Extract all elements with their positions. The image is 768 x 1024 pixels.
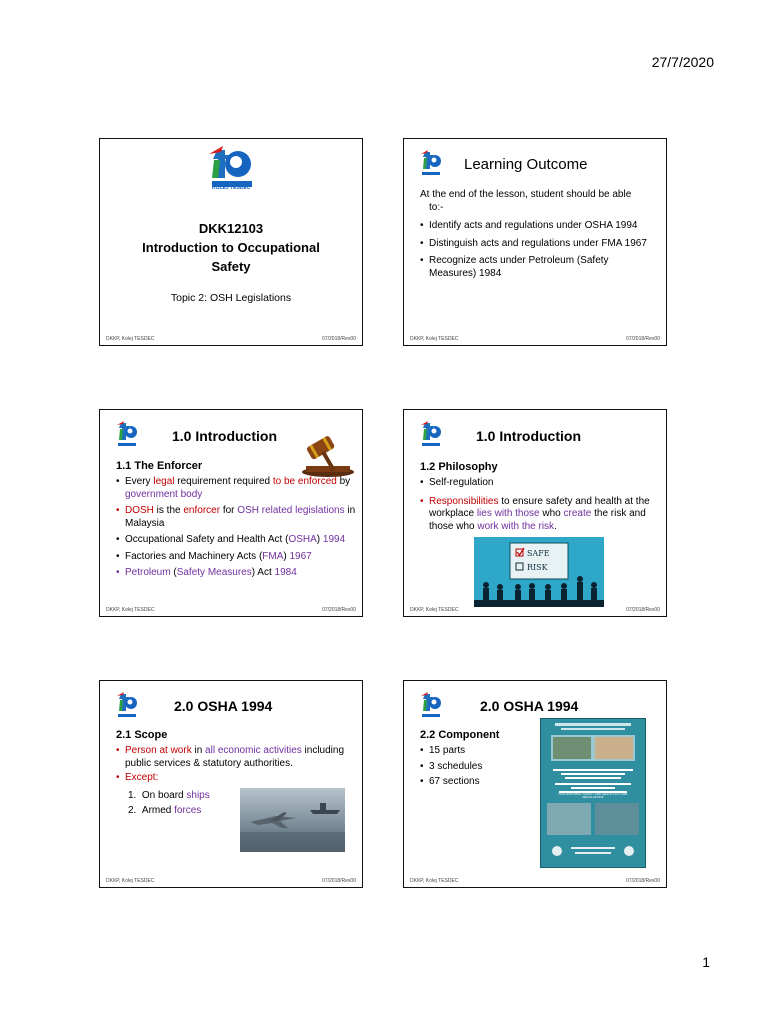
slide-title: Learning Outcome bbox=[464, 156, 588, 173]
footer-right: 07/2018/Rev00 bbox=[626, 607, 660, 613]
slide-footer bbox=[106, 607, 356, 613]
tesdec-logo bbox=[420, 691, 442, 719]
component-list bbox=[420, 745, 530, 793]
slide-title bbox=[99, 138, 363, 346]
footer-right: 07/2018/Rev00 bbox=[322, 878, 356, 884]
bullet-item: • 67 sections bbox=[420, 776, 530, 789]
section-subtitle: 1.1 The Enforcer bbox=[116, 460, 203, 472]
bullet-item: • Self-regulation bbox=[420, 477, 658, 490]
bullet-item: • Occupational Safety and Health Act (OSHA) 1994 bbox=[116, 534, 356, 547]
enforcer-list bbox=[116, 476, 356, 584]
slide-footer bbox=[106, 336, 356, 342]
course-code: DKK12103 bbox=[198, 221, 264, 236]
logo-text: KOLEJ TESDEC bbox=[212, 185, 251, 191]
slide-learning-outcome bbox=[403, 138, 667, 346]
gavel-image bbox=[298, 430, 358, 478]
slide-footer bbox=[410, 336, 660, 342]
footer-right: 07/2018/Rev00 bbox=[322, 607, 356, 613]
footer-right: 07/2018/Rev00 bbox=[626, 336, 660, 342]
outcome-item: • Recognize acts under Petroleum (Safety Measures) 1984 bbox=[420, 255, 654, 280]
footer-left: DKKP, Kolej TESDEC bbox=[106, 607, 155, 613]
slide-title: 1.0 Introduction bbox=[476, 428, 581, 444]
bullet-item: • 3 schedules bbox=[420, 761, 530, 774]
bullet-item: • Except: bbox=[116, 772, 352, 785]
section-subtitle: 2.1 Scope bbox=[116, 729, 168, 741]
tesdec-logo bbox=[116, 691, 138, 719]
bullet-item: • DOSH is the enforcer for OSH related legislations in Malaysia bbox=[116, 505, 356, 530]
slide-philosophy bbox=[403, 409, 667, 617]
slide-title: 2.0 OSHA 1994 bbox=[174, 698, 273, 714]
svg-text:SAFE: SAFE bbox=[527, 549, 550, 558]
outcome-list bbox=[420, 220, 654, 284]
slide-footer bbox=[410, 878, 660, 884]
outcome-item: • Distinguish acts and regulations under FMA 1967 bbox=[420, 238, 654, 251]
navy-ship-jet-photo bbox=[240, 788, 345, 852]
tesdec-logo bbox=[116, 420, 138, 448]
slide-title: 1.0 Introduction bbox=[172, 428, 277, 444]
book-title: OCCUPATIONAL SAFETY AND HEALTH ACT AND REGULATIONS bbox=[558, 792, 628, 799]
slide-osha-component bbox=[403, 680, 667, 888]
section-subtitle: 1.2 Philosophy bbox=[420, 461, 498, 473]
bullet-item: • Factories and Machinery Acts (FMA) 1967 bbox=[116, 551, 356, 564]
bullet-item: • Petroleum (Safety Measures) Act 1984 bbox=[116, 567, 356, 580]
footer-left: DKKP, Kolej TESDEC bbox=[410, 607, 459, 613]
course-title-line2: Safety bbox=[211, 259, 251, 274]
page-number: 1 bbox=[702, 954, 710, 970]
numbered-item: 2. Armed forces bbox=[128, 805, 202, 816]
slide-enforcer bbox=[99, 409, 363, 617]
section-subtitle: 2.2 Component bbox=[420, 729, 500, 741]
bullet-item: • Every legal requirement required to be enforced by government body bbox=[116, 476, 356, 501]
footer-left: DKKP, Kolej TESDEC bbox=[106, 878, 155, 884]
slide-osha-scope bbox=[99, 680, 363, 888]
numbered-item: 1. On board ships bbox=[128, 790, 210, 801]
bullet-item: • Responsibilities to ensure safety and health at the workplace lies with those who create the risk and those who work with the risk. bbox=[420, 496, 658, 534]
philosophy-list bbox=[420, 477, 658, 537]
outcome-item: • Identify acts and regulations under OSHA 1994 bbox=[420, 220, 654, 233]
course-title-line1: Introduction to Occupational bbox=[142, 240, 320, 255]
svg-text:RISK: RISK bbox=[527, 563, 548, 572]
slide-footer bbox=[106, 878, 356, 884]
scope-list bbox=[116, 745, 352, 789]
footer-right: 07/2018/Rev00 bbox=[626, 878, 660, 884]
footer-left: DKKP, Kolej TESDEC bbox=[410, 336, 459, 342]
bullet-item: • 15 parts bbox=[420, 745, 530, 758]
osha-book-cover bbox=[540, 718, 646, 868]
slide-footer bbox=[410, 607, 660, 613]
tesdec-logo bbox=[420, 149, 442, 177]
slide-title: 2.0 OSHA 1994 bbox=[480, 698, 579, 714]
footer-left: DKKP, Kolej TESDEC bbox=[410, 878, 459, 884]
page-date: 27/7/2020 bbox=[651, 54, 714, 70]
intro-text-line1: At the end of the lesson, student should be able bbox=[420, 189, 632, 200]
footer-right: 07/2018/Rev00 bbox=[322, 336, 356, 342]
safe-risk-illustration bbox=[474, 537, 604, 607]
tesdec-logo bbox=[420, 420, 442, 448]
topic-label: Topic 2: OSH Legislations bbox=[170, 292, 292, 304]
footer-left: DKKP, Kolej TESDEC bbox=[106, 336, 155, 342]
bullet-item: • Person at work in all economic activities including public services & statutory authorities. bbox=[116, 745, 352, 770]
intro-text-line2: to:- bbox=[429, 201, 444, 213]
